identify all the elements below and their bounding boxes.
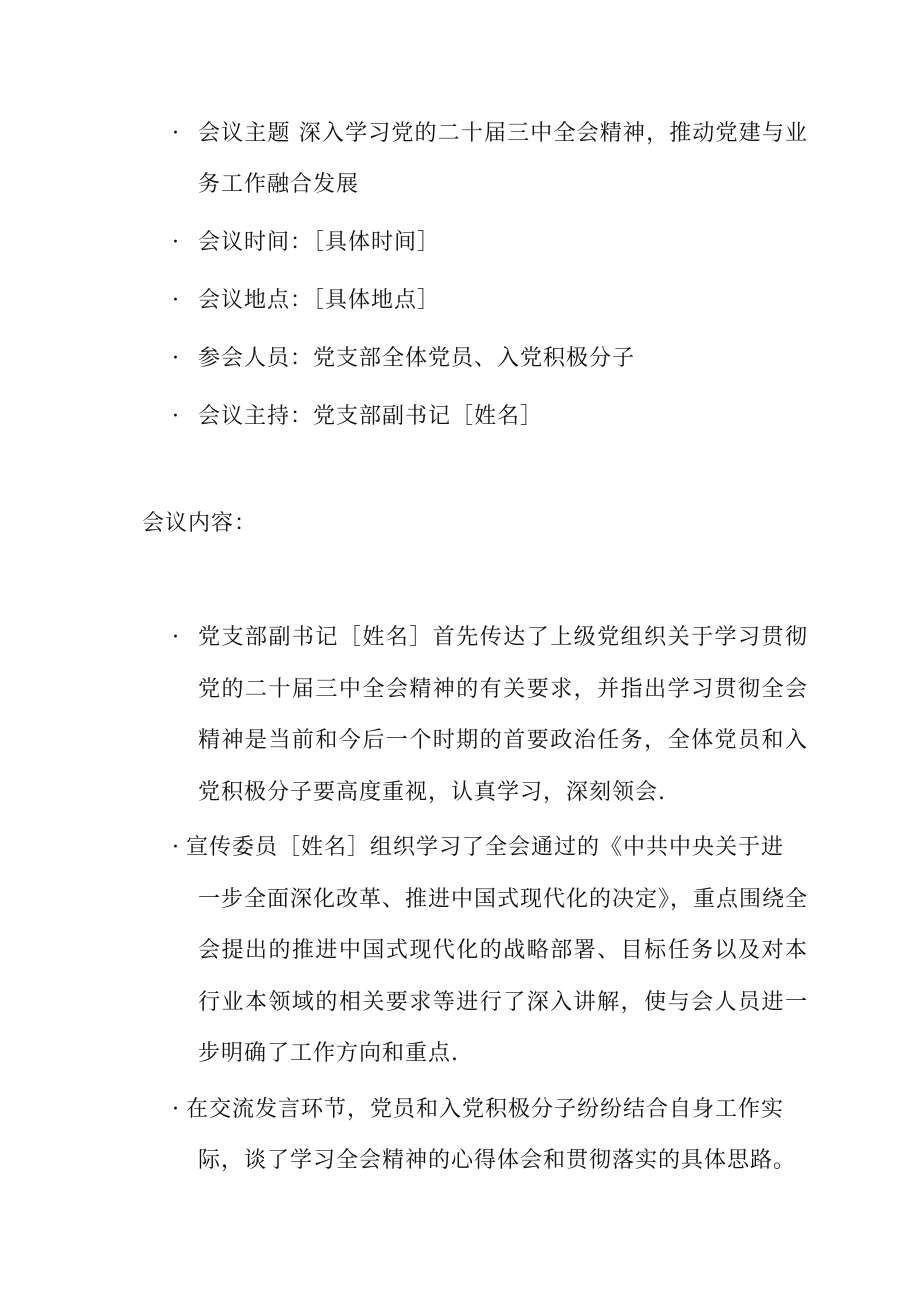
content-paragraph-first-line: 在交流发言环节，党员和入党积极分子纷纷结合自身工作实 (186, 1096, 785, 1122)
bullet-icon: · (172, 230, 180, 255)
meeting-topic-text: 会议主题 深入学习党的二十届三中全会精神，推动党建与业务工作融合发展 (198, 121, 808, 197)
bullet-icon: · (172, 346, 180, 371)
meeting-info-list (168, 108, 808, 449)
meeting-time-text: 会议时间：［具体时间］ (198, 230, 441, 255)
bullet-icon: · (172, 1096, 180, 1122)
meeting-content-list (168, 612, 808, 1191)
bullet-icon: · (172, 625, 180, 650)
meeting-location-text: 会议地点：［具体地点］ (198, 288, 441, 313)
bullet-icon: · (172, 835, 180, 860)
section-heading-content: 会议内容： (142, 511, 258, 536)
content-item-transmission (168, 612, 808, 818)
content-paragraph: 党支部副书记［姓名］首先传达了上级党组织关于学习贯彻党的二十届三中全会精神的有关要求，并指出学习贯彻全会精神是当前和今后一个时期的首要政治任务，全体党员和入党积极分子要高度重视，认真学习，深刻领会. (198, 625, 808, 805)
bullet-icon: · (172, 288, 180, 313)
meeting-info-item-host (168, 391, 808, 442)
content-item-study (168, 822, 808, 1080)
content-paragraph-rest: 一步全面深化改革、推进中国式现代化的决定》，重点围绕全会提出的推进中国式现代化的战略部署、目标任务以及对本行业本领域的相关要求等进行了深入讲解，使与会人员进一步明确了工作方向和重点. (198, 886, 809, 1066)
content-paragraph-rest: 际，谈了学习全会精神的心得体会和贯彻落实的具体思路。 (198, 1148, 797, 1173)
content-paragraph (186, 822, 808, 1080)
meeting-info-item-location (168, 275, 808, 326)
bullet-icon: · (172, 404, 180, 429)
meeting-info-item-topic (168, 108, 808, 210)
meeting-host-text: 会议主持：党支部副书记［姓名］ (198, 404, 544, 429)
meeting-info-item-attendees (168, 333, 808, 384)
content-paragraph (186, 1084, 808, 1187)
content-item-discussion (168, 1084, 808, 1187)
bullet-icon: · (172, 121, 180, 146)
content-paragraph-first-line: 宣传委员［姓名］组织学习了全会通过的《中共中央关于进 (186, 835, 785, 860)
meeting-attendees-text: 参会人员：党支部全体党员、入党积极分子 (198, 346, 636, 371)
meeting-info-item-time (168, 217, 808, 268)
